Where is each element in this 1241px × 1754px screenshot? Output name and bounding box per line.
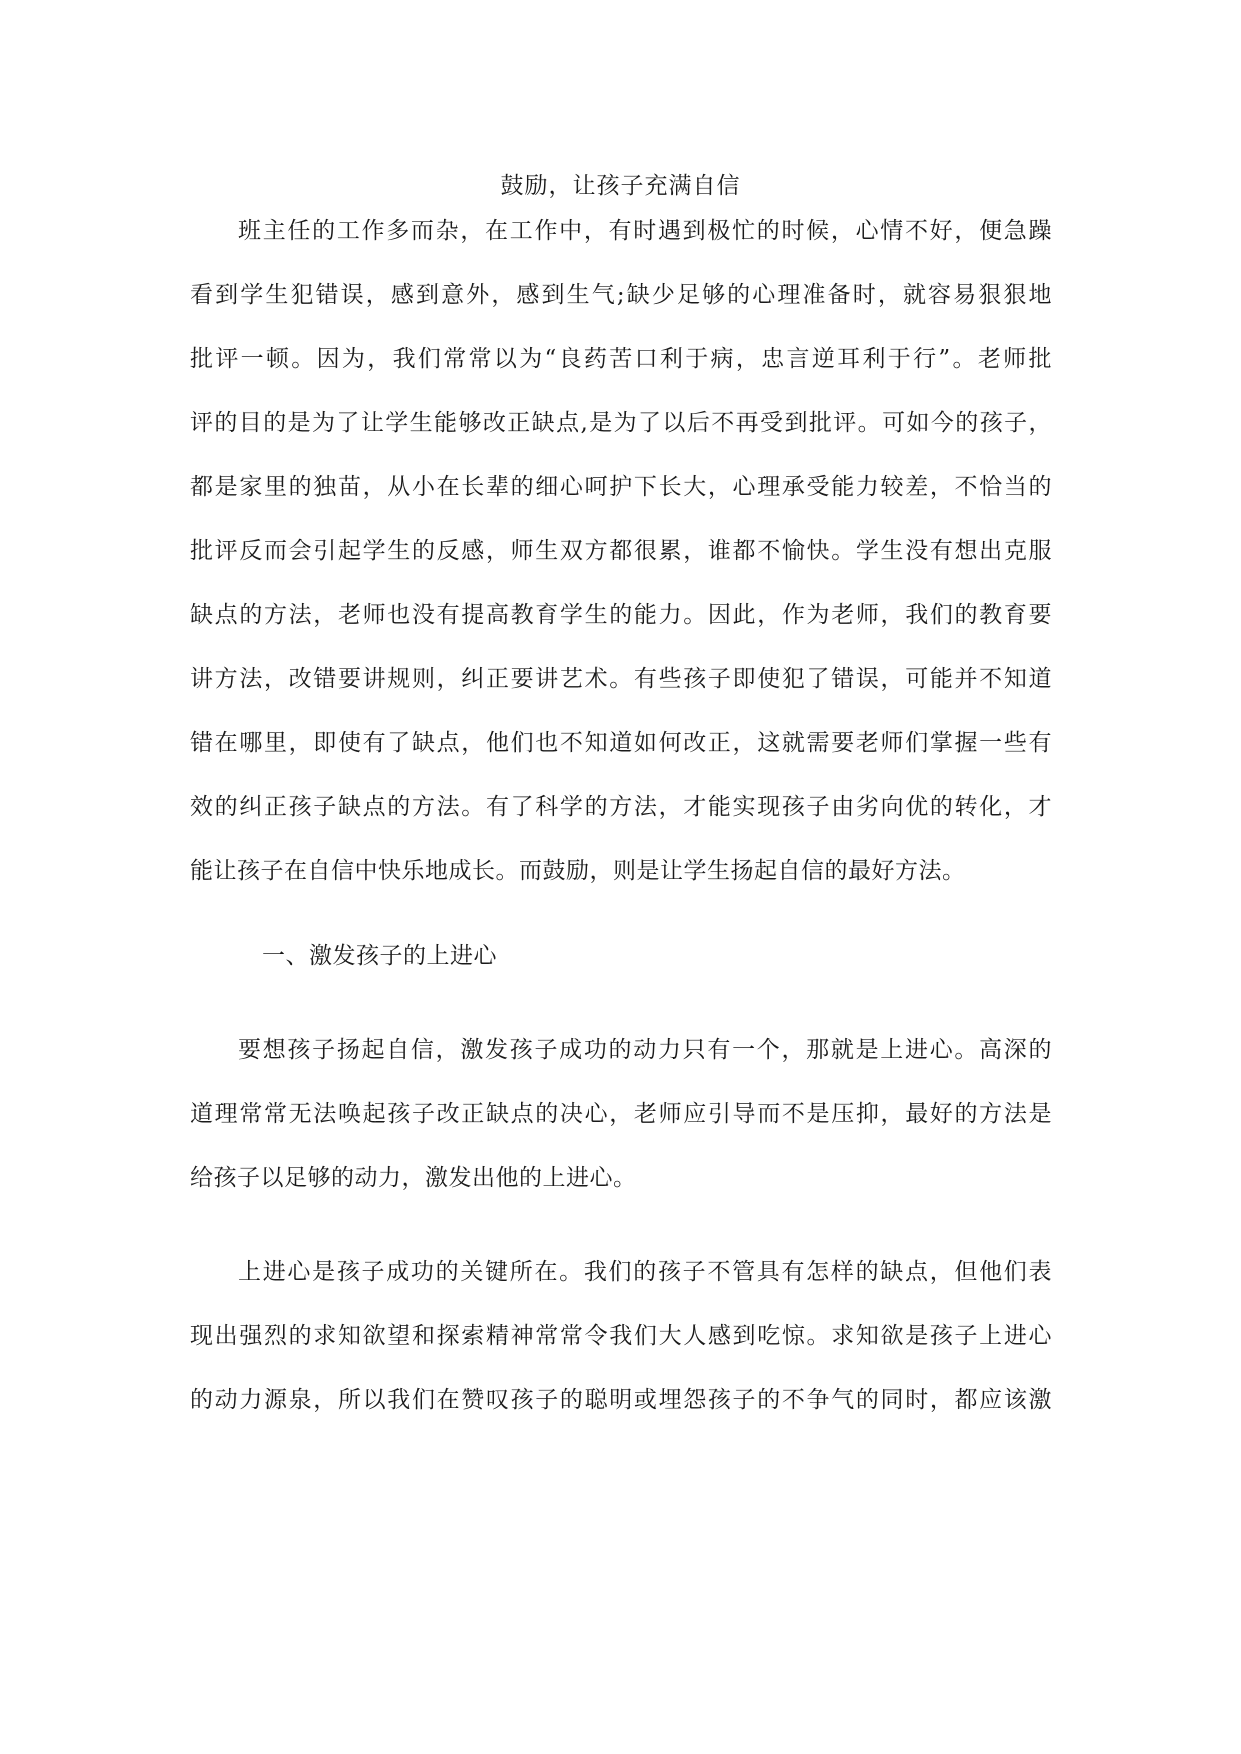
section-heading: 一、激发孩子的上进心	[262, 943, 497, 969]
paragraph-line: 要想孩子扬起自信，激发孩子成功的动力只有一个，那就是上进心。高深的	[238, 1037, 1052, 1063]
paragraph-line: 看到学生犯错误，感到意外，感到生气;缺少足够的心理准备时，就容易狠狠地	[190, 282, 1052, 308]
paragraph-line: 班主任的工作多而杂，在工作中，有时遇到极忙的时候，心情不好，便急躁	[238, 218, 1052, 244]
paragraph-line: 都是家里的独苗，从小在长辈的细心呵护下长大，心理承受能力较差，不恰当的	[190, 474, 1052, 500]
paragraph-line: 缺点的方法，老师也没有提高教育学生的能力。因此，作为老师，我们的教育要	[190, 602, 1052, 628]
paragraph-line: 效的纠正孩子缺点的方法。有了科学的方法，才能实现孩子由劣向优的转化，才	[190, 794, 1052, 820]
paragraph-line: 评的目的是为了让学生能够改正缺点,是为了以后不再受到批评。可如今的孩子，	[190, 410, 1052, 436]
paragraph-line: 能让孩子在自信中快乐地成长。而鼓励，则是让学生扬起自信的最好方法。	[190, 858, 966, 884]
paragraph-line: 给孩子以足够的动力，激发出他的上进心。	[190, 1165, 637, 1191]
paragraph-line: 的动力源泉，所以我们在赞叹孩子的聪明或埋怨孩子的不争气的同时，都应该激	[190, 1387, 1052, 1413]
paragraph-line: 错在哪里，即使有了缺点，他们也不知道如何改正，这就需要老师们掌握一些有	[190, 730, 1052, 756]
paragraph-line: 道理常常无法唤起孩子改正缺点的决心，老师应引导而不是压抑，最好的方法是	[190, 1101, 1052, 1127]
paragraph-line: 上进心是孩子成功的关键所在。我们的孩子不管具有怎样的缺点，但他们表	[238, 1259, 1052, 1285]
paragraph-line: 批评一顿。因为，我们常常以为“良药苦口利于病，忠言逆耳利于行”。老师批	[190, 346, 1052, 372]
paragraph-line: 批评反而会引起学生的反感，师生双方都很累，谁都不愉快。学生没有想出克服	[190, 538, 1052, 564]
paragraph-line: 讲方法，改错要讲规则，纠正要讲艺术。有些孩子即使犯了错误，可能并不知道	[190, 666, 1052, 692]
paragraph-line: 现出强烈的求知欲望和探索精神常常令我们大人感到吃惊。求知欲是孩子上进心	[190, 1323, 1052, 1349]
document-title: 鼓励，让孩子充满自信	[500, 173, 741, 199]
